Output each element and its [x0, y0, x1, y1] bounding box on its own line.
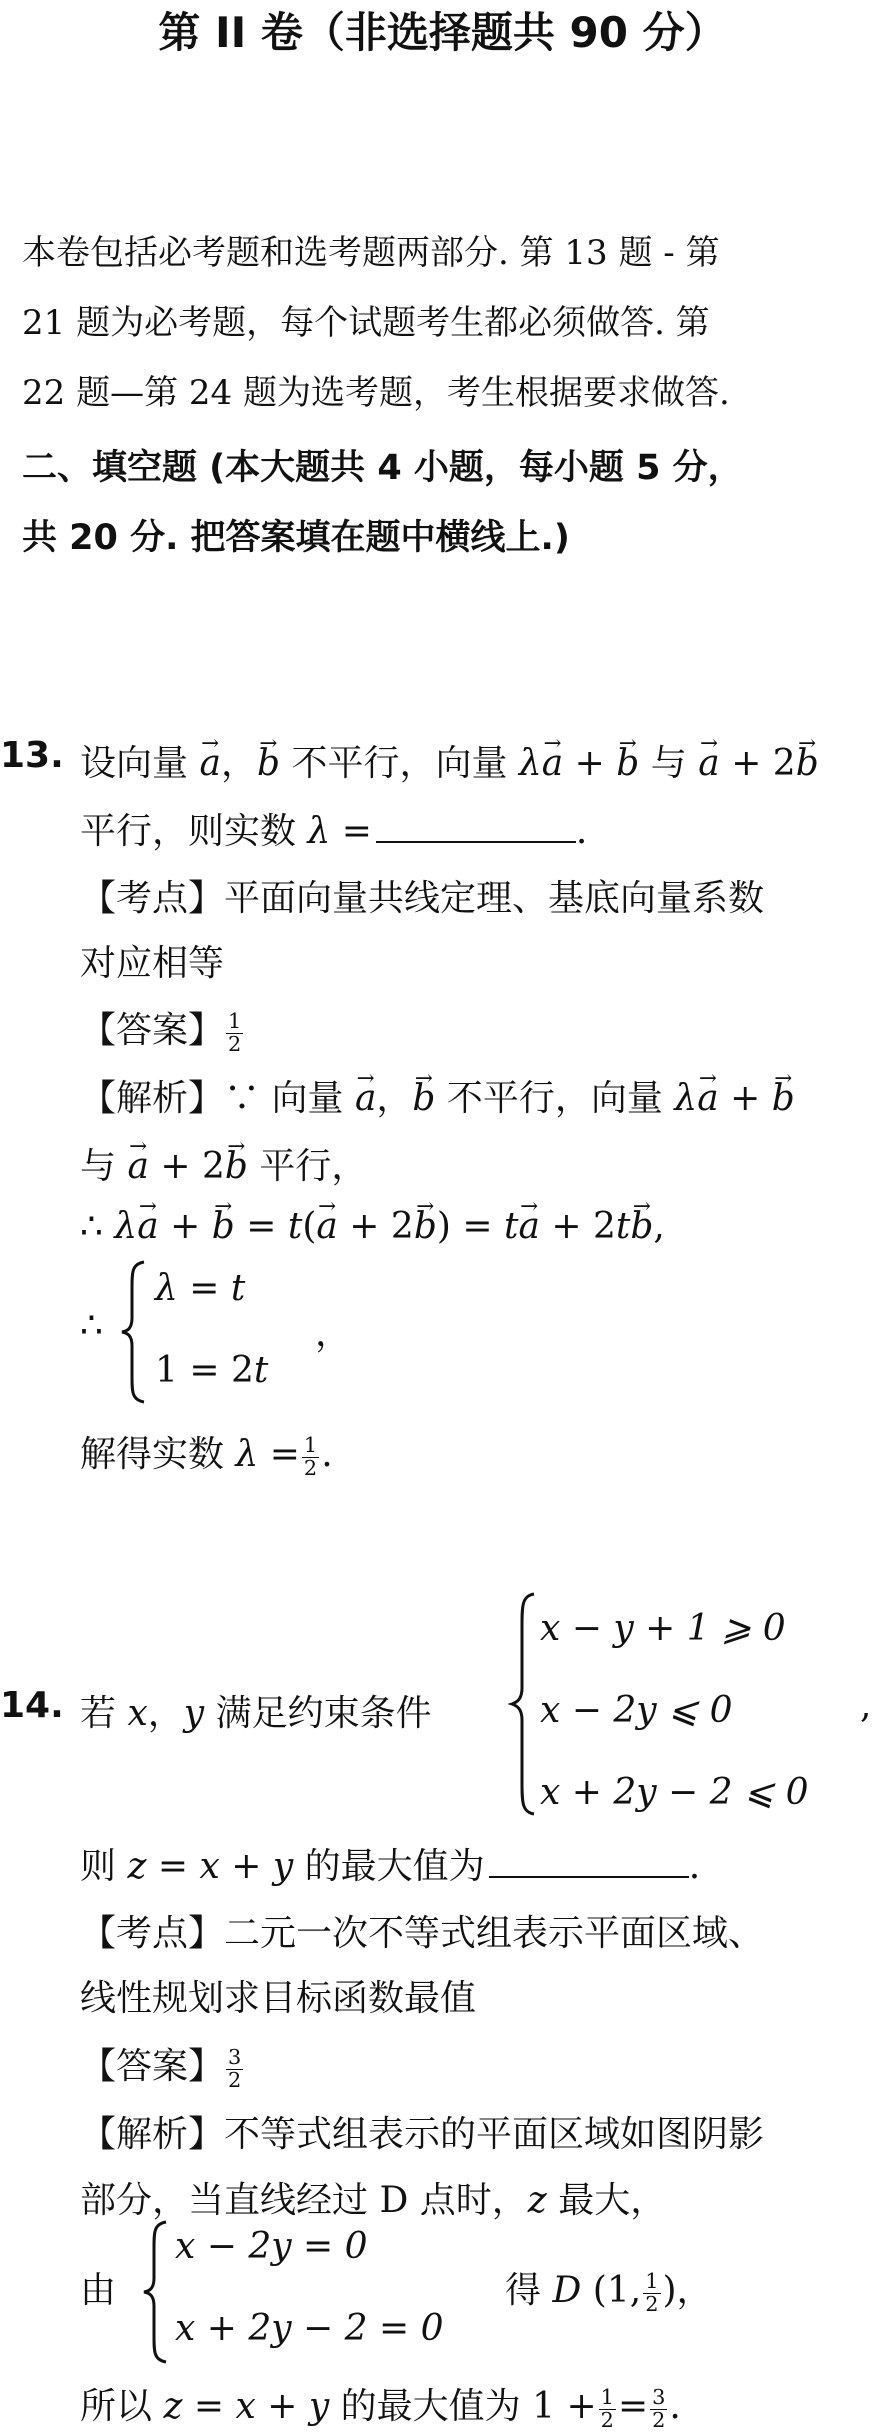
kaodian-text: 平面向量共线定理、基底向量系数: [224, 878, 765, 919]
q13-number: 13.: [0, 735, 64, 776]
q14-constraint-3: x + 2y − 2 ⩽ 0: [540, 1772, 809, 1813]
q13-therefore: ∴: [80, 1305, 103, 1346]
intro-line-1: 本卷包括必考题和选考题两部分. 第 13 题 - 第: [22, 233, 720, 273]
final-fraction: $\frac{1}{2}$: [303, 1432, 318, 1480]
q14-kaodian-line-2: 线性规划求目标函数最值: [80, 1978, 477, 2019]
q14-you: 由: [80, 2270, 117, 2311]
q13-equation: ∴ λ→ a + → b = t(→ a + 2→ b) = t→ a + 2t→ b,: [80, 1206, 665, 1247]
kaodian-label: 【考点】: [80, 1913, 225, 1954]
q13-stem-text: 平行，则实数: [80, 811, 297, 852]
answer-label: 【答案】: [80, 1010, 225, 1051]
q13-jiexi-line-2: 与 → a + 2→ b 平行，: [80, 1138, 367, 1189]
section-heading-line-2: 共 20 分. 把答案填在题中横线上.): [22, 518, 570, 558]
q14-jiexi-line-2: 部分，当直线经过 D 点时，z 最大，: [80, 2180, 667, 2221]
q13-stem-text: 不平行，向量: [291, 743, 508, 784]
q13-system-line-1: λ = t: [155, 1268, 246, 1309]
q14-constraint-1: x − y + 1 ⩾ 0: [540, 1608, 786, 1649]
q13-answer: [80, 1002, 245, 1055]
q13-stem-line-1: 设向量 → a，→ b 不平行，向量 λ→ a + → b 与 → a + 2→ b: [80, 735, 819, 786]
answer-label: 【答案】: [80, 2046, 225, 2087]
q13-system-brace: [118, 1258, 148, 1406]
q14-system-brace: [140, 2218, 170, 2366]
q14-jiexi-line-1: 【解析】不等式组表示的平面区域如图阴影: [80, 2114, 765, 2155]
q14-stem-line-1: 若 x，y 满足约束条件: [80, 1693, 432, 1734]
q13-jiexi-line-1: 【解析】∵ 向量 → a，→ b 不平行，向量 λ→ a + → b: [80, 1070, 795, 1121]
q14-point-d: 得 D (1, $\frac{1}{2}$ )，: [505, 2268, 713, 2316]
q13-stem-text: 与: [650, 743, 687, 784]
q14-answer: [80, 2038, 245, 2091]
q14-kaodian-line-1: [80, 1905, 764, 1956]
section-heading-line-1: 二、填空题 (本大题共 4 小题，每小题 5 分，: [22, 448, 743, 488]
answer-blank: [489, 1875, 689, 1878]
q13-final: 解得实数 λ = $\frac{1}{2}$ .: [80, 1432, 333, 1480]
q13-comma: ，: [315, 1313, 352, 1354]
q14-comma: ,: [860, 1685, 872, 1726]
q13-stem-line-2: 平行，则实数 λ = .: [80, 811, 588, 852]
q13-system-line-2: 1 = 2t: [155, 1350, 269, 1391]
q14-system-line-1: x − 2y = 0: [175, 2226, 368, 2267]
q13-kaodian-line-1: [80, 870, 764, 921]
jiexi-label: 【解析】: [80, 1078, 225, 1119]
q14-system-line-2: x + 2y − 2 = 0: [175, 2308, 444, 2349]
q14-constraint-2: x − 2y ⩽ 0: [540, 1690, 733, 1731]
jiexi-label: 【解析】: [80, 2114, 225, 2155]
kaodian-label: 【考点】: [80, 878, 225, 919]
q14-constraint-brace: [508, 1590, 538, 1818]
answer-fraction: $\frac{3}{2}$: [228, 2044, 242, 2092]
answer-fraction: $\frac{1}{2}$: [228, 1008, 242, 1056]
answer-blank: [376, 840, 576, 843]
q14-stem-line-2: 则 z = x + y 的最大值为 .: [80, 1846, 701, 1887]
kaodian-text: 二元一次不等式组表示平面区域、: [224, 1913, 765, 1954]
intro-line-3: 22 题—第 24 题为选考题，考生根据要求做答.: [22, 373, 730, 413]
page-title: 第 II 卷（非选择题共 90 分）: [158, 8, 727, 57]
q13-stem-text: 设向量: [80, 743, 189, 784]
q13-kaodian-line-2: 对应相等: [80, 943, 225, 984]
q14-number: 14.: [0, 1685, 64, 1726]
intro-line-2: 21 题为必考题，每个试题考生都必须做答. 第: [22, 303, 710, 343]
q14-final: 所以 z = x + y 的最大值为 1 + $\frac{1}{2}$ = $\frac{3}{2}$ .: [80, 2384, 681, 2432]
